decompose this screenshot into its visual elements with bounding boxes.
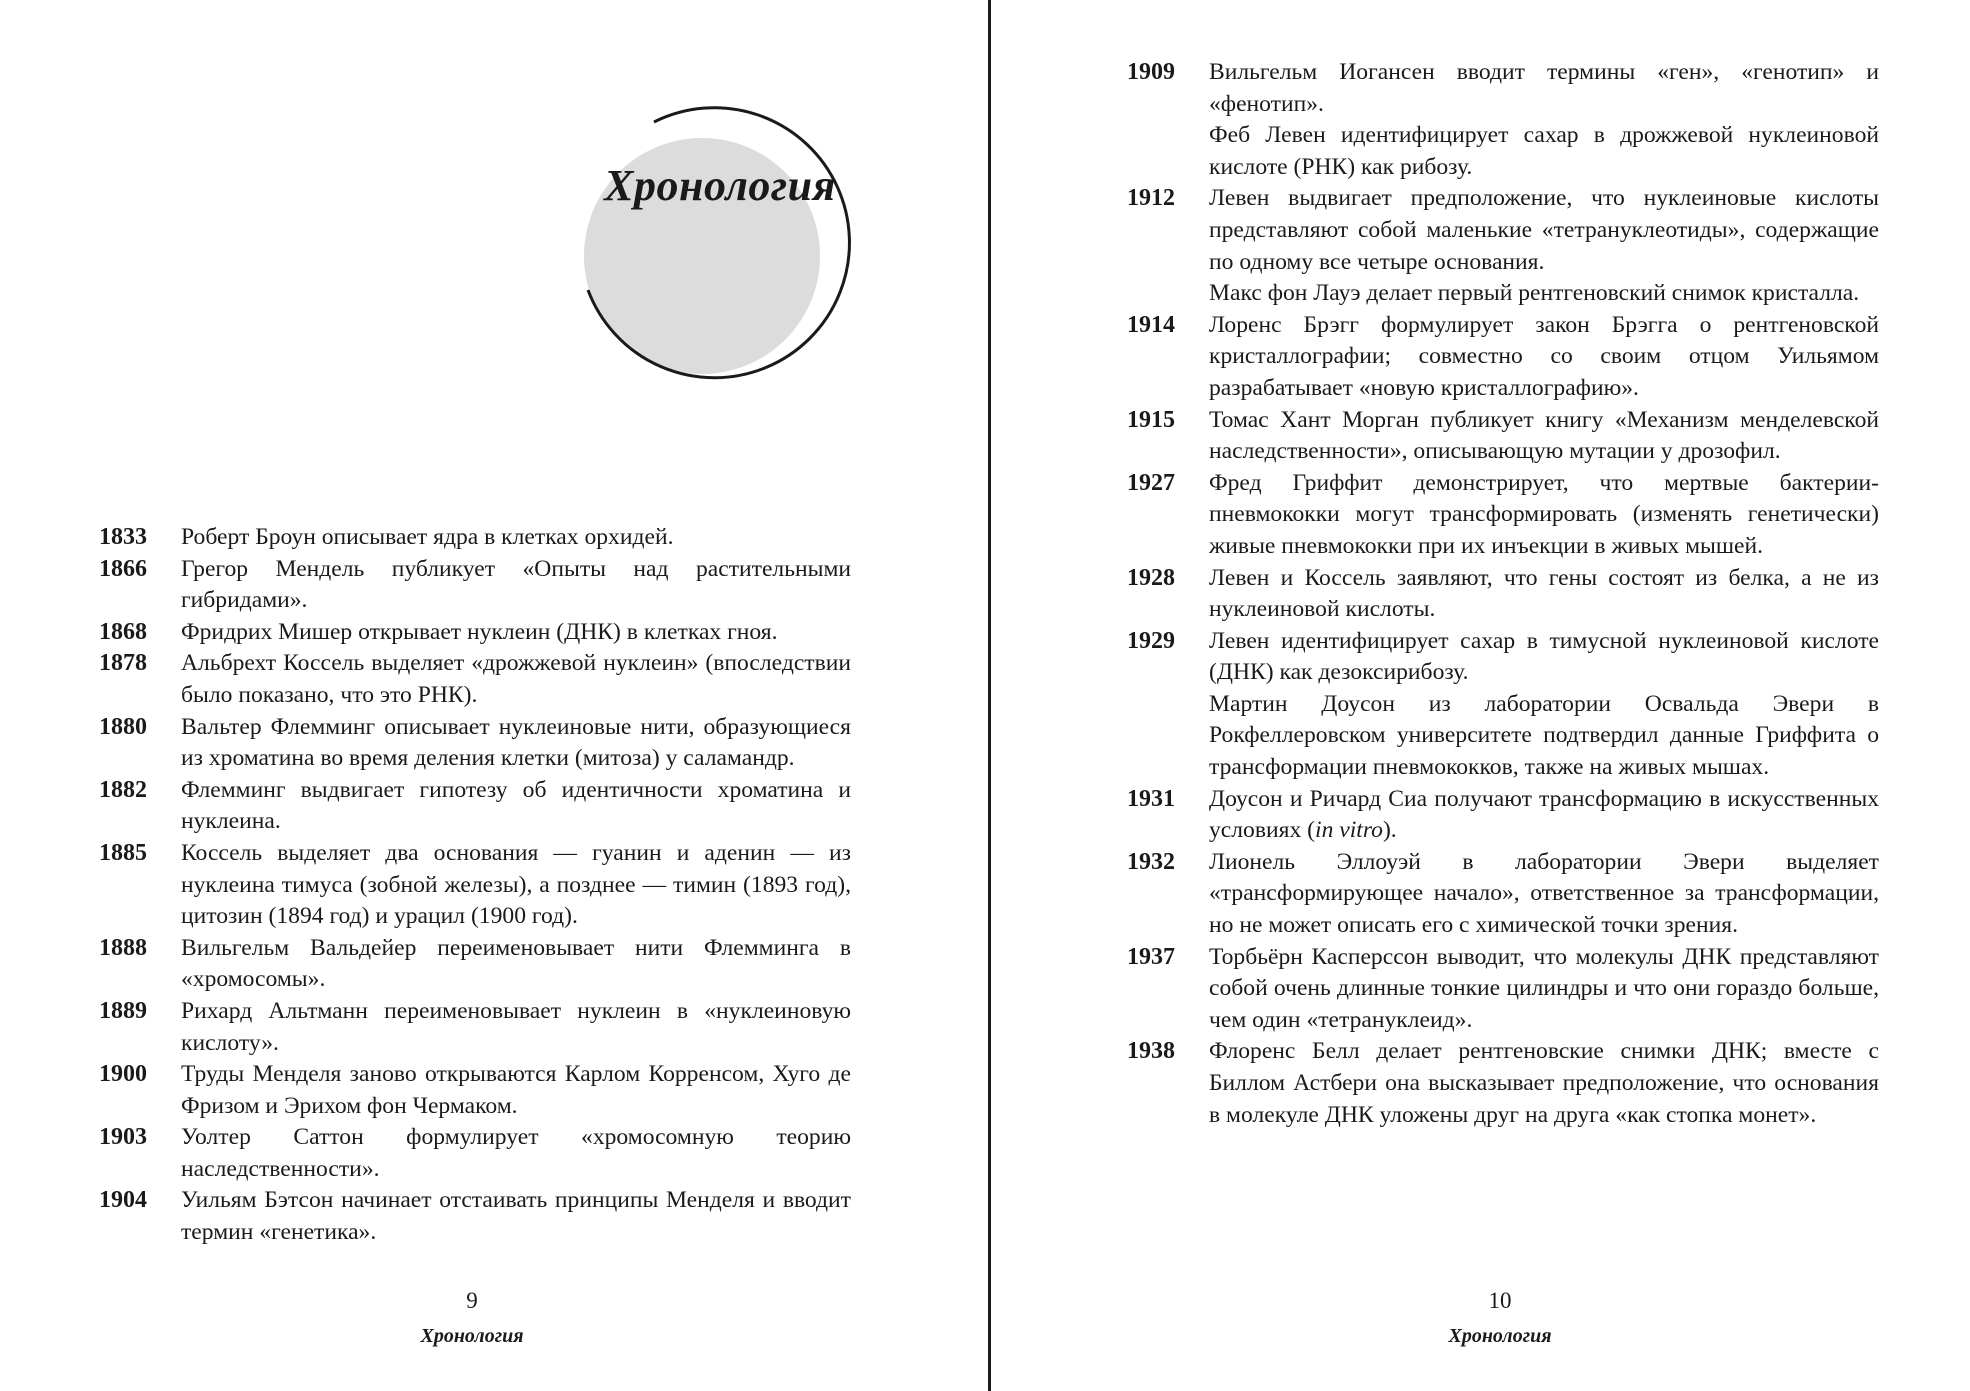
entry-event-text: Коссель выделяет два основания — гуанин и аденин — из нуклеина тимуса (зобной железы), а позднее — тимин (1893 год), цитозин (1894 год) и урацил (1900 год). — [181, 839, 851, 930]
chronology-entry — [99, 1185, 851, 1248]
entry-event-text: Фридрих Мишер открывает нуклеин (ДНК) в клетках гноя. — [181, 618, 778, 645]
entry-events — [181, 522, 851, 554]
entry-event-text: Вальтер Флемминг описывает нуклеиновые нити, образующиеся из хроматина во время деления клетки (митоза) у саламандр. — [181, 713, 851, 772]
entry-year: 1882 — [99, 776, 147, 803]
title-decoration — [540, 60, 900, 420]
entry-year: 1931 — [1127, 785, 1175, 812]
entry-events — [1209, 563, 1879, 626]
chronology-entry — [1127, 57, 1879, 183]
entry-year: 1833 — [99, 524, 147, 550]
entry-events — [1209, 784, 1879, 847]
entry-year: 1928 — [1127, 564, 1175, 591]
chronology-entry — [1127, 1036, 1879, 1131]
entry-event-text: Грегор Мендель публикует «Опыты над растительными гибридами». — [181, 555, 851, 614]
entry-events — [181, 648, 851, 711]
entry-event-text: Рихард Альтманн переименовывает нуклеин в «нуклеиновую кислоту». — [181, 997, 851, 1056]
chronology-entry — [1127, 784, 1879, 847]
chronology-entry — [1127, 847, 1879, 942]
entry-year: 1888 — [99, 934, 147, 961]
chronology-entry — [99, 996, 851, 1059]
entry-events — [181, 1185, 851, 1248]
entry-event-text: Левен и Коссель заявляют, что гены состоят из белка, а не из нуклеиновой кислоты. — [1209, 564, 1879, 623]
entry-year: 1912 — [1127, 185, 1175, 212]
event-text-italic: in vitro — [1315, 817, 1383, 844]
chronology-entry — [99, 838, 851, 933]
entry-event-text: Уолтер Саттон формулирует «хромосомную теорию наследственности». — [181, 1124, 851, 1182]
chronology-entry — [99, 648, 851, 711]
entry-events — [1209, 183, 1879, 309]
entry-events — [181, 712, 851, 775]
entry-event-text: Лоренс Брэгг формулирует закон Брэгга о рентгеновской кристаллографии; совместно со своим отцом Уильямом разрабатывает «новую кристаллографию». — [1209, 311, 1879, 401]
entry-event-text: Альбрехт Коссель выделяет «дрожжевой нуклеин» (впоследствии было показано, что это РНК). — [181, 650, 851, 708]
entry-year: 1937 — [1127, 943, 1175, 970]
entry-event-text: Труды Менделя заново открываются Карлом Корренсом, Хуго де Фризом и Эрихом фон Чермаком. — [181, 1061, 851, 1119]
chapter-title: Хронология — [604, 161, 836, 210]
entry-event-text: Вильгельм Иогансен вводит термины «ген», «генотип» и «фенотип». — [1209, 59, 1879, 117]
entry-events — [181, 838, 851, 933]
entry-event-text: Феб Левен идентифицирует сахар в дрожжевой нуклеиновой кислоте (РНК) как рибозу. — [1209, 122, 1879, 180]
entry-year: 1914 — [1127, 311, 1175, 338]
event-text-after: ). — [1382, 817, 1397, 844]
chronology-entry — [99, 522, 851, 554]
chronology-list-left — [99, 522, 851, 1249]
entry-events — [181, 617, 851, 649]
entry-year: 1903 — [99, 1124, 147, 1151]
chronology-entry — [1127, 310, 1879, 405]
chronology-entry — [1127, 468, 1879, 563]
entry-events — [1209, 942, 1879, 1037]
running-head-right: Хронология — [1448, 1325, 1552, 1347]
entry-year: 1868 — [99, 618, 147, 645]
entry-event-text: Левен выдвигает предположение, что нуклеиновые кислоты представляют собой маленькие «тетрануклеотиды», содержащие по одному все четыре основания. — [1209, 185, 1879, 275]
entry-event-text: Лионель Эллоуэй в лаборатории Эвери выделяет «трансформирующее начало», ответственное за трансформации, но не может описать его с химической точки зрения. — [1209, 848, 1879, 939]
entry-year: 1915 — [1127, 406, 1175, 433]
entry-year: 1927 — [1127, 469, 1175, 496]
entry-event-text: Флемминг выдвигает гипотезу об идентичности хроматина и нуклеина. — [181, 776, 851, 835]
entry-events — [181, 1059, 851, 1122]
entry-year: 1929 — [1127, 627, 1175, 654]
chronology-entry — [1127, 183, 1879, 309]
page-number-left: 9 — [466, 1288, 478, 1313]
entry-events — [181, 775, 851, 838]
entry-year: 1909 — [1127, 59, 1175, 85]
entry-event-text: Левен идентифицирует сахар в тимусной нуклеиновой кислоте (ДНК) как дезоксирибозу. — [1209, 627, 1879, 686]
entry-events — [1209, 468, 1879, 563]
entry-event-text: Томас Хант Морган публикует книгу «Механизм менделевской наследственности», описывающую мутации у дрозофил. — [1209, 406, 1879, 465]
chronology-entry — [99, 1122, 851, 1185]
entry-events — [1209, 310, 1879, 405]
chronology-entry — [99, 775, 851, 838]
entry-events — [1209, 405, 1879, 468]
chronology-entry — [99, 712, 851, 775]
entry-year: 1880 — [99, 713, 147, 740]
page-number-right: 10 — [1488, 1288, 1512, 1313]
entry-year: 1866 — [99, 555, 147, 582]
entry-event-text: Вильгельм Вальдейер переименовывает нити Флемминга в «хромосомы». — [181, 934, 851, 993]
entry-year: 1885 — [99, 839, 147, 866]
entry-events — [181, 554, 851, 617]
entry-events — [1209, 626, 1879, 784]
entry-event-text: Уильям Бэтсон начинает отстаивать принципы Менделя и вводит термин «генетика». — [181, 1187, 851, 1246]
entry-events — [181, 933, 851, 996]
entry-event-text: Макс фон Лауэ делает первый рентгеновский снимок кристалла. — [1209, 280, 1860, 307]
entry-event-text: Роберт Броун описывает ядра в клетках орхидей. — [181, 524, 674, 550]
entry-year: 1900 — [99, 1061, 147, 1088]
entry-event-text: Фред Гриффит демонстрирует, что мертвые бактерии-пневмококки могут трансформировать (изменять генетически) живые пневмококки при их инъекции в живых мышей. — [1209, 469, 1879, 559]
entry-event-text: Мартин Доусон из лаборатории Освальда Эвери в Рокфеллеровском университете подтвердил данные Гриффита о трансформации пневмококков, также на живых мышах. — [1209, 690, 1879, 781]
entry-event-text: Торбьёрн Касперссон выводит, что молекулы ДНК представляют собой очень длинные тонкие цилиндры и что они гораздо больше, чем один «тетрануклеид». — [1209, 943, 1879, 1033]
chronology-entry — [99, 933, 851, 996]
entry-events — [181, 1122, 851, 1185]
chronology-list-right — [1127, 57, 1879, 1131]
entry-events — [1209, 1036, 1879, 1131]
chronology-entry — [99, 617, 851, 649]
entry-year: 1889 — [99, 997, 147, 1024]
chronology-entry — [1127, 942, 1879, 1037]
entry-year: 1932 — [1127, 848, 1175, 875]
entry-event-text — [1209, 784, 1879, 847]
entry-year: 1878 — [99, 650, 147, 677]
entry-events — [1209, 847, 1879, 942]
entry-event-text: Флоренс Белл делает рентгеновские снимки ДНК; вместе с Биллом Астбери она высказывает предположение, что основания в молекуле ДНК уложены друг на друга «как стопка монет». — [1209, 1038, 1879, 1128]
entry-year: 1938 — [1127, 1038, 1175, 1065]
chronology-entry — [1127, 405, 1879, 468]
chronology-entry — [99, 554, 851, 617]
event-text-before: Доусон и Ричард Сиа получают трансформацию в искусственных условиях ( — [1209, 785, 1879, 844]
entry-events — [181, 996, 851, 1059]
entry-events — [1209, 57, 1879, 183]
chronology-entry — [99, 1059, 851, 1122]
running-head-left: Хронология — [420, 1325, 524, 1347]
circle-ornament-icon — [540, 60, 900, 420]
entry-year: 1904 — [99, 1187, 147, 1214]
chronology-entry — [1127, 626, 1879, 784]
chronology-entry — [1127, 563, 1879, 626]
